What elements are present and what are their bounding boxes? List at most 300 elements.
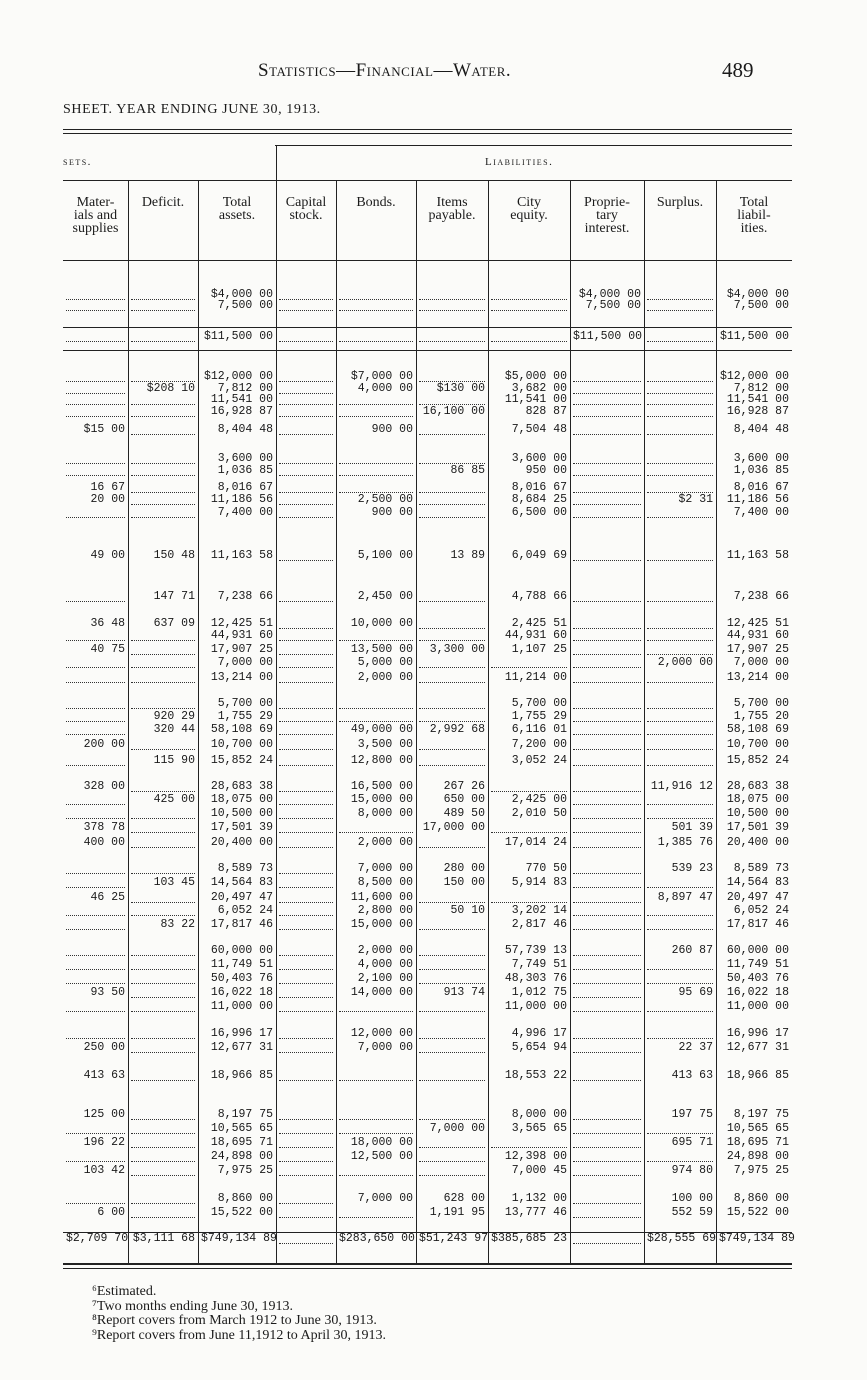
column-header-total-assets: Total assets. [218, 195, 256, 223]
dot-leader [573, 434, 641, 435]
table-cell: 3,600 00 [217, 452, 273, 465]
table-cell: 920 29 [153, 710, 195, 723]
table-cell: 400 00 [83, 836, 125, 849]
dot-leader [339, 404, 413, 405]
dot-leader [66, 682, 125, 683]
table-cell: 16,928 87 [726, 405, 789, 418]
liabilities-rule [275, 145, 792, 146]
dot-leader [339, 341, 413, 342]
dot-leader [573, 682, 641, 683]
table-cell: 1,036 85 [733, 464, 789, 477]
table-cell: 10,565 65 [210, 1122, 273, 1135]
table-cell: 20,400 00 [726, 836, 789, 849]
total-rule [63, 1232, 792, 1233]
table-cell: 3,202 14 [511, 904, 567, 917]
dot-leader [66, 887, 125, 888]
dot-leader [419, 504, 485, 505]
table-cell: $15 00 [83, 423, 125, 436]
table-cell: 50,403 76 [210, 972, 273, 985]
page-header [0, 60, 867, 90]
dot-leader [131, 915, 195, 916]
dot-leader [131, 969, 195, 970]
dot-leader [279, 902, 333, 903]
table-cell: $11,500 00 [573, 330, 643, 343]
dot-leader [573, 791, 641, 792]
table-cell: 147 71 [153, 590, 195, 603]
table-cell: 6,116 01 [511, 723, 567, 736]
dot-leader [279, 492, 333, 493]
table-cell: 18,966 85 [726, 1069, 789, 1082]
table-cell: $2,709 70 [66, 1232, 129, 1245]
dot-leader [419, 517, 485, 518]
dot-leader [131, 1217, 195, 1218]
dot-leader [573, 887, 641, 888]
column-header-deficit: Deficit. [141, 195, 185, 210]
table-cell: 4,996 17 [511, 1027, 567, 1040]
dot-leader [419, 929, 485, 930]
dot-leader [419, 628, 485, 629]
table-cell: 115 90 [153, 754, 195, 767]
table-cell: $4,000 00 [578, 288, 641, 301]
dot-leader [647, 628, 713, 629]
dot-leader [279, 341, 333, 342]
table-cell: 695 71 [671, 1136, 713, 1149]
table-cell: 16,500 00 [350, 780, 413, 793]
table-cell: 49,000 00 [350, 723, 413, 736]
dot-leader [573, 1161, 641, 1162]
dot-leader [573, 873, 641, 874]
dot-leader [647, 299, 713, 300]
table-cell: 17,000 00 [422, 821, 485, 834]
page-number: 489 [722, 58, 754, 82]
table-cell: 2,000 00 [357, 944, 413, 957]
column-header-proprietary-interest: Proprie- tary interest. [584, 195, 630, 236]
table-cell: 95 69 [678, 986, 713, 999]
dot-leader [491, 667, 567, 668]
table-cell: 7,504 48 [511, 423, 567, 436]
dot-leader [131, 654, 195, 655]
table-cell: 28,683 38 [210, 780, 273, 793]
table-cell: 280 00 [443, 862, 485, 875]
dot-leader [279, 1203, 333, 1204]
dot-leader [131, 997, 195, 998]
table-cell: 7,000 00 [217, 656, 273, 669]
dot-leader [647, 929, 713, 930]
table-subtitle: SHEET. YEAR ENDING JUNE 30, 1913. [63, 102, 321, 117]
dot-leader [279, 463, 333, 464]
table-cell: 7,812 00 [733, 382, 789, 395]
dot-leader [131, 1133, 195, 1134]
table-cell: 6,049 69 [511, 549, 567, 562]
dot-leader [573, 832, 641, 833]
table-cell: $7,000 00 [350, 370, 413, 383]
table-cell: 24,898 00 [726, 1150, 789, 1163]
dot-leader [339, 1080, 413, 1081]
table-cell: 8,197 75 [217, 1108, 273, 1121]
dot-leader [131, 1038, 195, 1039]
dot-leader [419, 721, 485, 722]
table-cell: 18,075 00 [210, 793, 273, 806]
table-cell: 1,191 95 [429, 1206, 485, 1219]
table-cell: 8,860 00 [217, 1192, 273, 1205]
table-cell: 12,500 00 [350, 1150, 413, 1163]
table-cell: 378 78 [83, 821, 125, 834]
table-cell: 4,000 00 [357, 382, 413, 395]
dot-leader [66, 667, 125, 668]
table-cell: 10,500 00 [210, 807, 273, 820]
dot-leader [279, 915, 333, 916]
table-cell: $2 31 [678, 493, 713, 506]
dot-leader [279, 475, 333, 476]
dot-leader [573, 475, 641, 476]
table-cell: 8,197 75 [733, 1108, 789, 1121]
dot-leader [279, 1217, 333, 1218]
dot-leader [131, 492, 195, 493]
table-cell: 4,000 00 [357, 958, 413, 971]
table-cell: 150 00 [443, 876, 485, 889]
dot-leader [279, 1080, 333, 1081]
table-cell: 3,300 00 [429, 643, 485, 656]
dot-leader [647, 682, 713, 683]
dot-leader [131, 416, 195, 417]
table-cell: 770 50 [525, 862, 567, 875]
table-cell: 22 37 [678, 1041, 713, 1054]
column-header-items-payable: Items payable. [428, 195, 476, 223]
table-cell: $3,111 68 [132, 1232, 195, 1245]
table-cell: 7,500 00 [217, 299, 273, 312]
dot-leader [573, 601, 641, 602]
table-cell: 15,000 00 [350, 793, 413, 806]
dot-leader [573, 818, 641, 819]
table-cell: 950 00 [525, 464, 567, 477]
running-title: Statistics—Financial—Water. [258, 60, 512, 81]
dot-leader [66, 915, 125, 916]
dot-leader [66, 734, 125, 735]
table-cell: 100 00 [671, 1192, 713, 1205]
dot-leader [419, 969, 485, 970]
dot-leader [573, 1217, 641, 1218]
dot-leader [279, 654, 333, 655]
dot-leader [131, 517, 195, 518]
table-cell: 328 00 [83, 780, 125, 793]
dot-leader [573, 902, 641, 903]
dot-leader [66, 381, 125, 382]
dot-leader [419, 983, 485, 984]
dot-leader [573, 969, 641, 970]
table-cell: 11,163 58 [210, 549, 273, 562]
table-cell: 17,817 46 [726, 918, 789, 931]
dot-leader [573, 1038, 641, 1039]
dot-leader [131, 682, 195, 683]
table-cell: 7,000 00 [733, 656, 789, 669]
table-cell: 93 50 [90, 986, 125, 999]
dot-leader [131, 310, 195, 311]
dot-leader [419, 341, 485, 342]
table-cell: 44,931 60 [210, 629, 273, 642]
dot-leader [279, 504, 333, 505]
dot-leader [131, 1052, 195, 1053]
table-cell: 260 87 [671, 944, 713, 957]
dot-leader [647, 416, 713, 417]
table-cell: 125 00 [83, 1108, 125, 1121]
dot-leader [66, 818, 125, 819]
table-cell: 196 22 [83, 1136, 125, 1149]
table-cell: 2,000 00 [357, 671, 413, 684]
table-cell: 103 45 [153, 876, 195, 889]
dot-leader [573, 915, 641, 916]
table-cell: 12,425 51 [210, 617, 273, 630]
dot-leader [419, 601, 485, 602]
dot-leader [279, 416, 333, 417]
table-cell: 974 80 [671, 1164, 713, 1177]
group-label-assets: sets. [63, 156, 92, 168]
table-cell: 8,684 25 [511, 493, 567, 506]
dot-leader [279, 749, 333, 750]
table-cell: 13,777 46 [504, 1206, 567, 1219]
dot-leader [131, 640, 195, 641]
dot-leader [419, 299, 485, 300]
table-cell: 413 63 [83, 1069, 125, 1082]
dot-leader [339, 310, 413, 311]
dot-leader [131, 434, 195, 435]
table-cell: 637 09 [153, 617, 195, 630]
table-cell: 48,303 76 [504, 972, 567, 985]
dot-leader [66, 873, 125, 874]
dot-leader [66, 601, 125, 602]
table-cell: 103 42 [83, 1164, 125, 1177]
column-divider [336, 180, 337, 1263]
table-cell: 11,186 56 [726, 493, 789, 506]
dot-leader [647, 434, 713, 435]
table-cell: 7,812 00 [217, 382, 273, 395]
dot-leader [573, 1175, 641, 1176]
dot-leader [66, 1038, 125, 1039]
dot-leader [573, 1011, 641, 1012]
table-cell: 24,898 00 [210, 1150, 273, 1163]
dot-leader [131, 832, 195, 833]
dot-leader [573, 765, 641, 766]
table-cell: 10,700 00 [210, 738, 273, 751]
dot-leader [66, 640, 125, 641]
dot-leader [279, 667, 333, 668]
table-cell: 15,852 24 [210, 754, 273, 767]
dot-leader [66, 929, 125, 930]
dot-leader [419, 1147, 485, 1148]
table-cell: 7,000 00 [357, 862, 413, 875]
dot-leader [131, 1011, 195, 1012]
table-cell: 7,000 45 [511, 1164, 567, 1177]
table-cell: 11,541 00 [504, 393, 567, 406]
dot-leader [339, 1119, 413, 1120]
table-cell: 1,132 00 [511, 1192, 567, 1205]
dot-leader [131, 463, 195, 464]
table-cell: 13,214 00 [210, 671, 273, 684]
dot-leader [419, 667, 485, 668]
dot-leader [419, 1011, 485, 1012]
table-cell: 1,755 29 [511, 710, 567, 723]
dot-leader [279, 1119, 333, 1120]
dot-leader [131, 504, 195, 505]
dot-leader [647, 463, 713, 464]
table-cell: 2,010 50 [511, 807, 567, 820]
table-cell: $11,500 00 [719, 330, 789, 343]
header-rule [63, 180, 792, 181]
table-cell: 18,695 71 [210, 1136, 273, 1149]
dot-leader [647, 721, 713, 722]
dot-leader [131, 341, 195, 342]
table-cell: 3,052 24 [511, 754, 567, 767]
dot-leader [419, 1080, 485, 1081]
dot-leader [419, 1052, 485, 1053]
table-cell: 200 00 [83, 738, 125, 751]
table-cell: 425 00 [153, 793, 195, 806]
dot-leader [131, 1161, 195, 1162]
dot-leader [66, 416, 125, 417]
table-cell: 10,500 00 [726, 807, 789, 820]
dot-leader [279, 640, 333, 641]
dot-leader [419, 847, 485, 848]
column-divider [128, 180, 129, 1263]
table-cell: 2,817 46 [511, 918, 567, 931]
table-cell: 5,700 00 [217, 697, 273, 710]
table-cell: 16,022 18 [726, 986, 789, 999]
table-cell: 36 48 [90, 617, 125, 630]
table-cell: 5,914 83 [511, 876, 567, 889]
table-cell: 2,992 68 [429, 723, 485, 736]
table-cell: 17,817 46 [210, 918, 273, 931]
table-cell: 7,975 25 [733, 1164, 789, 1177]
dot-leader [573, 628, 641, 629]
table-cell: 413 63 [671, 1069, 713, 1082]
table-cell: 18,075 00 [726, 793, 789, 806]
dot-leader [131, 955, 195, 956]
dot-leader [279, 929, 333, 930]
table-cell: 11,749 51 [210, 958, 273, 971]
table-cell: 49 00 [90, 549, 125, 562]
dot-leader [66, 969, 125, 970]
table-cell: 900 00 [371, 423, 413, 436]
dot-leader [279, 969, 333, 970]
dot-leader [66, 765, 125, 766]
dot-leader [279, 791, 333, 792]
table-cell: 20,497 47 [210, 891, 273, 904]
dot-leader [279, 873, 333, 874]
dot-leader [647, 381, 713, 382]
dot-leader [279, 393, 333, 394]
dot-leader [647, 734, 713, 735]
dot-leader [491, 1147, 567, 1148]
dot-leader [573, 667, 641, 668]
dot-leader [419, 955, 485, 956]
table-cell: 15,000 00 [350, 918, 413, 931]
column-divider [276, 145, 277, 1263]
dot-leader [131, 1175, 195, 1176]
dot-leader [279, 517, 333, 518]
dot-leader [573, 1203, 641, 1204]
table-cell: 10,565 65 [726, 1122, 789, 1135]
table-cell: 2,000 00 [657, 656, 713, 669]
table-cell: 8,016 67 [217, 481, 273, 494]
table-cell: 539 23 [671, 862, 713, 875]
table-cell: 18,553 22 [504, 1069, 567, 1082]
table-cell: 50 10 [450, 904, 485, 917]
table-cell: 16 67 [90, 481, 125, 494]
table-cell: 11,600 00 [350, 891, 413, 904]
dot-leader [339, 463, 413, 464]
table-cell: 5,700 00 [511, 697, 567, 710]
table-cell: 2,100 00 [357, 972, 413, 985]
dot-leader [279, 299, 333, 300]
table-cell: 489 50 [443, 807, 485, 820]
dot-leader [339, 1011, 413, 1012]
table-cell: 8,000 00 [511, 1108, 567, 1121]
dot-leader [647, 887, 713, 888]
dot-leader [66, 463, 125, 464]
dot-leader [647, 983, 713, 984]
dot-leader [279, 955, 333, 956]
dot-leader [279, 818, 333, 819]
table-cell: 10,700 00 [726, 738, 789, 751]
dot-leader [573, 463, 641, 464]
dot-leader [279, 404, 333, 405]
dot-leader [647, 969, 713, 970]
table-cell: 17,907 25 [726, 643, 789, 656]
table-cell: $283,650 00 [339, 1232, 415, 1245]
table-cell: 1,755 29 [217, 710, 273, 723]
table-cell: 20 00 [90, 493, 125, 506]
dot-leader [419, 682, 485, 683]
dot-leader [573, 734, 641, 735]
dot-leader [66, 310, 125, 311]
dot-leader [419, 902, 485, 903]
table-cell: 17,014 24 [504, 836, 567, 849]
table-cell: 12,800 00 [350, 754, 413, 767]
dot-leader [131, 818, 195, 819]
dot-leader [573, 517, 641, 518]
dot-leader [573, 492, 641, 493]
dot-leader [573, 1052, 641, 1053]
table-cell: 11,541 00 [726, 393, 789, 406]
dot-leader [573, 1080, 641, 1081]
table-cell: 197 75 [671, 1108, 713, 1121]
table-cell: 7,000 00 [429, 1122, 485, 1135]
dot-leader [419, 1175, 485, 1176]
table-cell: 12,398 00 [504, 1150, 567, 1163]
table-cell: 7,400 00 [733, 506, 789, 519]
column-header-total-liabilities: Total liabil- ities. [737, 195, 771, 236]
bottom-rule [63, 1268, 792, 1269]
dot-leader [279, 1038, 333, 1039]
dot-leader [647, 804, 713, 805]
dot-leader [279, 734, 333, 735]
dot-leader [279, 708, 333, 709]
dot-leader [131, 1147, 195, 1148]
dot-leader [339, 832, 413, 833]
dot-leader [339, 640, 413, 641]
table-cell: 15,522 00 [210, 1206, 273, 1219]
table-cell: 16,996 17 [726, 1027, 789, 1040]
dot-leader [647, 560, 713, 561]
column-divider [716, 180, 717, 1263]
dot-leader [573, 1243, 641, 1244]
dot-leader [573, 504, 641, 505]
dot-leader [419, 749, 485, 750]
dot-leader [573, 983, 641, 984]
dot-leader [573, 416, 641, 417]
dot-leader [279, 832, 333, 833]
table-cell: 7,749 51 [511, 958, 567, 971]
table-cell: $12,000 00 [203, 370, 273, 383]
